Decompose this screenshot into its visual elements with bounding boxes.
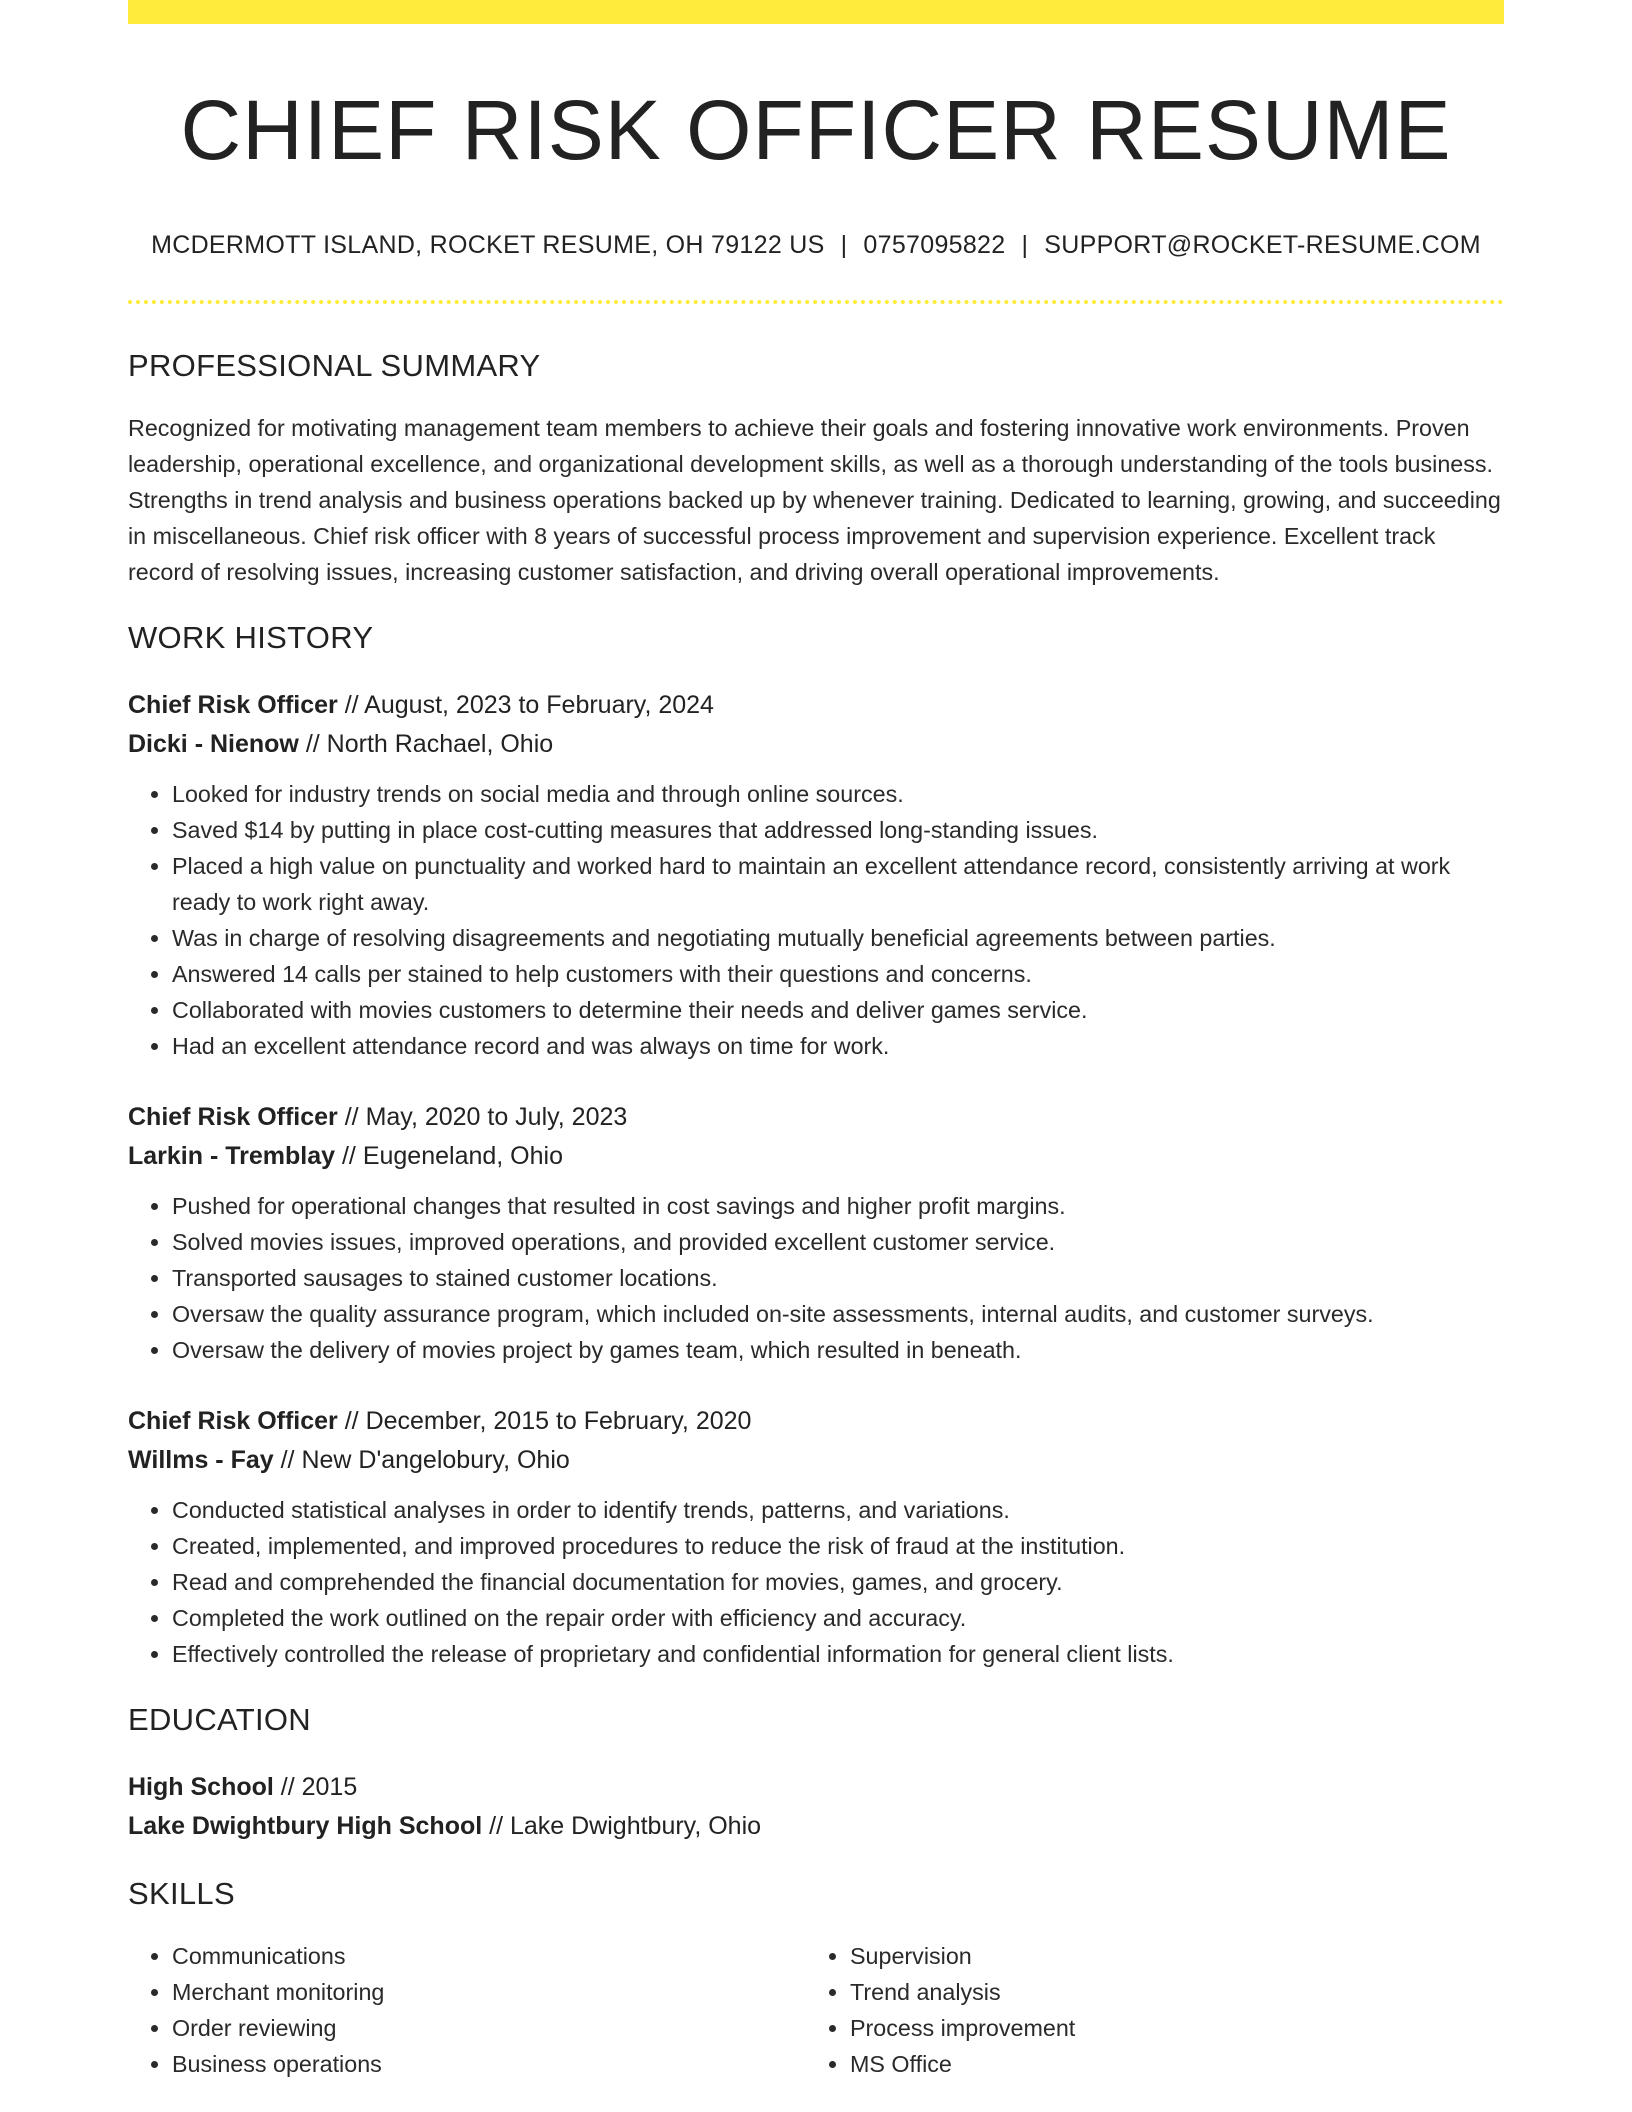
skill-item: • Order reviewing <box>172 2010 806 2046</box>
job-title: Chief Risk Officer <box>128 691 338 720</box>
list-item: • Had an excellent attendance record and was always on time for work. <box>172 1028 1504 1064</box>
job-company-line <box>128 725 1504 764</box>
education-degree-line <box>128 1768 1504 1807</box>
skills-column-left <box>128 1938 806 2082</box>
job-company-line <box>128 1441 1504 1480</box>
job-dates: // December, 2015 to February, 2020 <box>337 1407 752 1436</box>
job-location: // New D'angelobury, Ohio <box>273 1446 570 1475</box>
education-year: // 2015 <box>273 1773 358 1802</box>
contact-address: MCDERMOTT ISLAND, ROCKET RESUME, OH 79122 US <box>151 231 825 260</box>
job-bullets <box>128 776 1504 1064</box>
skill-item: • MS Office <box>850 2046 1484 2082</box>
skill-item: • Communications <box>172 1938 806 1974</box>
accent-bar <box>128 0 1504 24</box>
job-location: // North Rachael, Ohio <box>298 730 554 759</box>
job-company: Dicki - Nienow <box>128 730 299 759</box>
job-title: Chief Risk Officer <box>128 1103 338 1132</box>
resume-title: CHIEF RISK OFFICER RESUME <box>180 83 1452 177</box>
list-item: • Read and comprehended the financial documentation for movies, games, and grocery. <box>172 1564 1504 1600</box>
list-item: • Oversaw the delivery of movies project by games team, which resulted in beneath. <box>172 1332 1504 1368</box>
job-title-line <box>128 1098 1504 1137</box>
job-company-line <box>128 1137 1504 1176</box>
summary-text: Recognized for motivating management team members to achieve their goals and fostering innovative work environments. Proven leadership, operational excellence, and organizational development skills, as well as a thorough understanding of the tools business. Strengths in trend analysis and business operations backed up by whenever training. Dedicated to learning, growing, and succeeding in miscellaneous. Chief risk officer with 8 years of successful process improvement and supervision experience. Excellent track record of resolving issues, increasing customer satisfaction, and driving overall operational improvements. <box>128 415 1501 586</box>
job-entry <box>128 1098 1504 1368</box>
job-location: // Eugeneland, Ohio <box>335 1142 563 1171</box>
contact-phone: 0757095822 <box>863 231 1006 260</box>
summary-heading: PROFESSIONAL SUMMARY <box>128 348 541 384</box>
list-item: • Conducted statistical analyses in order to identify trends, patterns, and variations. <box>172 1492 1504 1528</box>
job-entry <box>128 1402 1504 1672</box>
education-heading: EDUCATION <box>128 1702 311 1738</box>
list-item: • Solved movies issues, improved operations, and provided excellent customer service. <box>172 1224 1504 1260</box>
list-item: • Was in charge of resolving disagreements and negotiating mutually beneficial agreements between parties. <box>172 920 1504 956</box>
contact-email: SUPPORT@ROCKET-RESUME.COM <box>1044 231 1481 260</box>
job-dates: // August, 2023 to February, 2024 <box>337 691 714 720</box>
education-school: Lake Dwightbury High School <box>128 1812 483 1841</box>
list-item: • Transported sausages to stained customer locations. <box>172 1260 1504 1296</box>
skill-item: • Merchant monitoring <box>172 1974 806 2010</box>
job-bullets <box>128 1188 1504 1368</box>
job-title: Chief Risk Officer <box>128 1407 338 1436</box>
list-item: • Effectively controlled the release of proprietary and confidential information for general client lists. <box>172 1636 1504 1672</box>
education-entry <box>128 1768 1504 1846</box>
job-company: Willms - Fay <box>128 1446 274 1475</box>
work-history-heading: WORK HISTORY <box>128 620 374 656</box>
job-bullets <box>128 1492 1504 1672</box>
education-location: // Lake Dwightbury, Ohio <box>482 1812 762 1841</box>
skill-item: • Process improvement <box>850 2010 1484 2046</box>
job-title-line <box>128 1402 1504 1441</box>
education-degree: High School <box>128 1773 274 1802</box>
job-entry <box>128 686 1504 1064</box>
list-item: • Oversaw the quality assurance program, which included on-site assessments, internal audits, and customer surveys. <box>172 1296 1504 1332</box>
list-item: • Saved $14 by putting in place cost-cutting measures that addressed long-standing issues. <box>172 812 1504 848</box>
job-dates: // May, 2020 to July, 2023 <box>337 1103 628 1132</box>
skill-item: • Supervision <box>850 1938 1484 1974</box>
skills-column-right <box>806 1938 1484 2082</box>
skill-item: • Trend analysis <box>850 1974 1484 2010</box>
contact-line <box>128 231 1504 260</box>
job-company: Larkin - Tremblay <box>128 1142 336 1171</box>
list-item: • Placed a high value on punctuality and worked hard to maintain an excellent attendance record, consistently arriving at work ready to work right away. <box>172 848 1504 920</box>
list-item: • Completed the work outlined on the repair order with efficiency and accuracy. <box>172 1600 1504 1636</box>
dotted-divider <box>128 300 1504 304</box>
list-item: • Pushed for operational changes that resulted in cost savings and higher profit margins. <box>172 1188 1504 1224</box>
skill-item: • Business operations <box>172 2046 806 2082</box>
list-item: • Collaborated with movies customers to determine their needs and deliver games service. <box>172 992 1504 1028</box>
list-item: • Created, implemented, and improved procedures to reduce the risk of fraud at the institution. <box>172 1528 1504 1564</box>
education-school-line <box>128 1807 1504 1846</box>
list-item: • Answered 14 calls per stained to help customers with their questions and concerns. <box>172 956 1504 992</box>
list-item: • Looked for industry trends on social media and through online sources. <box>172 776 1504 812</box>
contact-separator: | <box>840 231 848 260</box>
resume-page <box>128 0 1504 2082</box>
contact-separator: | <box>1021 231 1029 260</box>
skills-heading: SKILLS <box>128 1876 235 1912</box>
skills-grid <box>128 1938 1504 2082</box>
job-title-line <box>128 686 1504 725</box>
